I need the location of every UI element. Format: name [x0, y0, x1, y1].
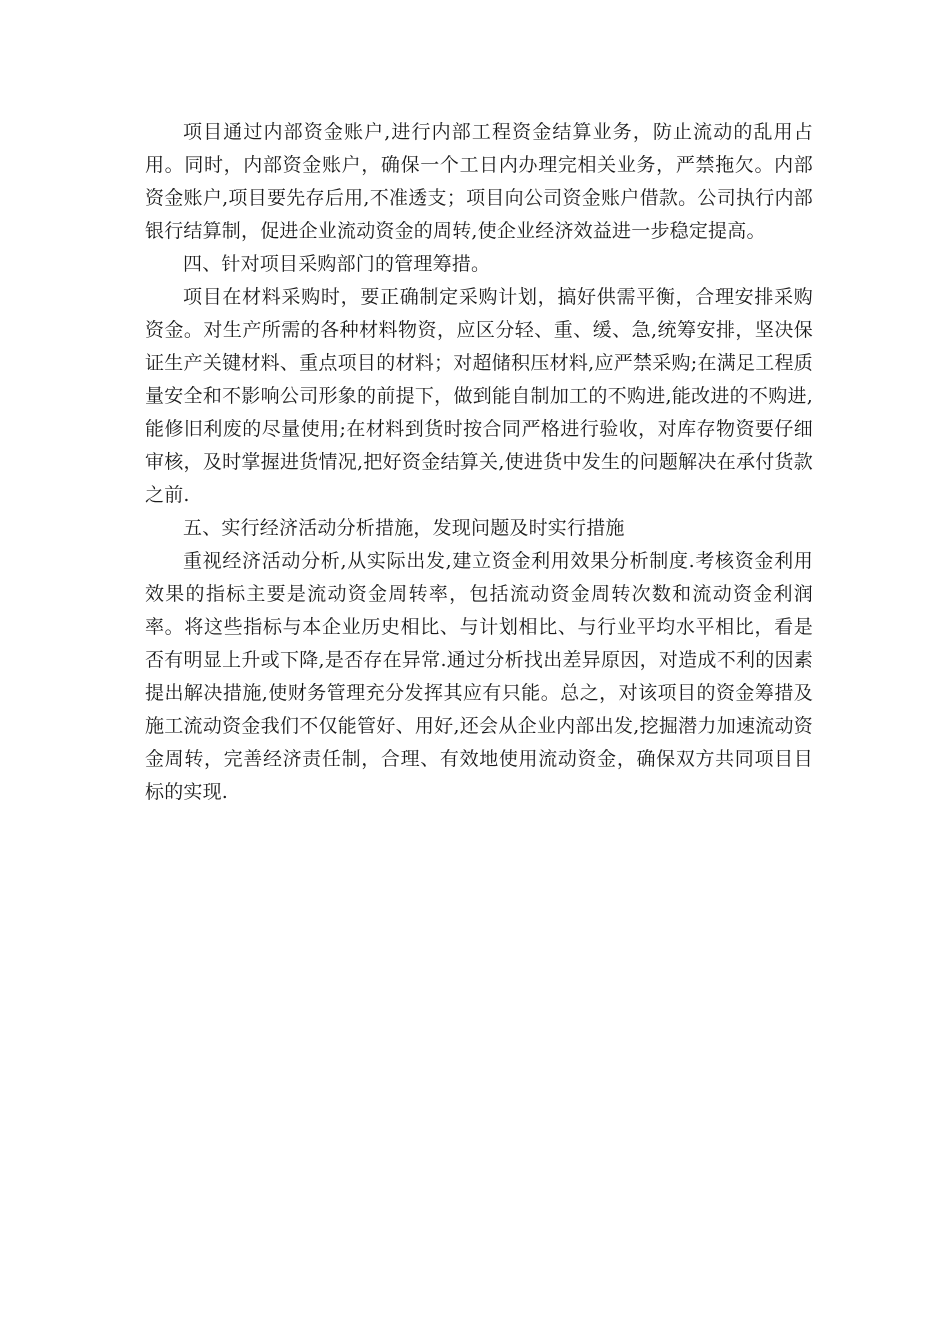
heading-economic-analysis: 五、实行经济活动分析措施，发现问题及时实行措施 — [183, 517, 625, 539]
paragraph-material-procurement: 项目在材料采购时，要正确制定采购计划，搞好供需平衡，合理安排采购资金。对生产所需的各种材料物资，应区分轻、重、缓、急,统筹安排，坚决保证生产关键材料、重点项目的材料；对超储积压材料,应严禁采购;在满足工程质量安全和不影响公司形象的前提下，做到能自制加工的不购进,能改进的不购进,能修旧利废的尽量使用;在材料到货时按合同严格进行验收，对库存物资要仔细审核，及时掌握进货情况,把好资金结算关,使进货中发生的问题解决在承付货款之前. — [145, 286, 813, 506]
document-body — [145, 116, 813, 809]
heading-procurement-management: 四、针对项目采购部门的管理筹措。 — [183, 253, 491, 275]
paragraph-internal-accounts: 项目通过内部资金账户,进行内部工程资金结算业务，防止流动的乱用占用。同时，内部资金账户，确保一个工日内办理完相关业务，严禁拖欠。内部资金账户,项目要先存后用,不准透支；项目向公司资金账户借款。公司执行内部银行结算制，促进企业流动资金的周转,使企业经济效益进一步稳定提高。 — [145, 121, 813, 242]
paragraph-economic-analysis: 重视经济活动分析,从实际出发,建立资金利用效果分析制度.考核资金利用效果的指标主要是流动资金周转率，包括流动资金周转次数和流动资金利润率。将这些指标与本企业历史相比、与计划相比、与行业平均水平相比，看是否有明显上升或下降,是否存在异常.通过分析找出差异原因，对造成不利的因素提出解决措施,使财务管理充分发挥其应有只能。总之，对该项目的资金筹措及施工流动资金我们不仅能管好、用好,还会从企业内部出发,挖掘潜力加速流动资金周转，完善经济责任制，合理、有效地使用流动资金，确保双方共同项目目标的实现. — [145, 550, 813, 803]
